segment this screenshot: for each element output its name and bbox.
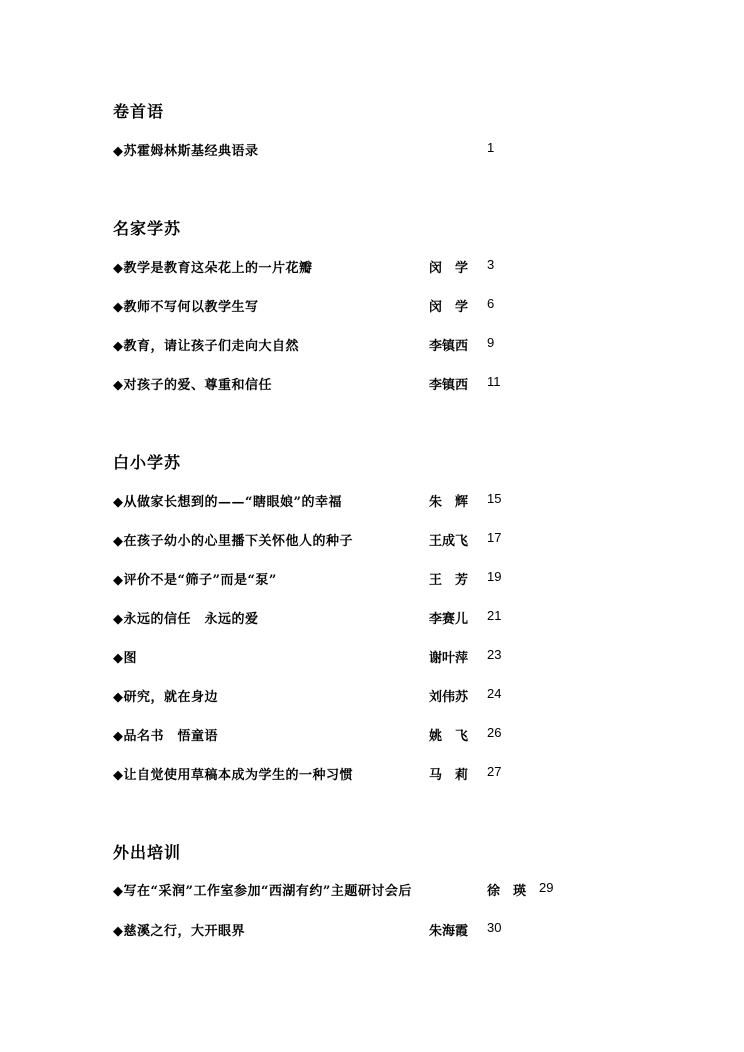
toc-entry[interactable] bbox=[113, 725, 593, 745]
toc-entry[interactable] bbox=[113, 608, 593, 628]
toc-entry-author: 王 芳 bbox=[429, 573, 469, 588]
toc-entry[interactable] bbox=[113, 140, 593, 160]
toc-entry-page: 23 bbox=[487, 647, 502, 662]
toc-entry[interactable] bbox=[113, 257, 593, 277]
toc-entry[interactable] bbox=[113, 764, 593, 784]
section-title-training: 外出培训 bbox=[113, 843, 182, 862]
toc-entry[interactable] bbox=[113, 374, 593, 394]
toc-entry-author: 刘伟苏 bbox=[429, 690, 469, 705]
toc-entry-title: ◆教师不写何以教学生写 bbox=[113, 300, 259, 315]
toc-entry-title: ◆对孩子的爱、尊重和信任 bbox=[113, 378, 272, 393]
toc-entry-page: 19 bbox=[487, 569, 502, 584]
toc-entry-title: ◆研究，就在身边 bbox=[113, 690, 218, 705]
toc-entry-title: ◆在孩子幼小的心里播下关怀他人的种子 bbox=[113, 534, 353, 549]
toc-entry[interactable] bbox=[113, 647, 593, 667]
toc-entry-page: 17 bbox=[487, 530, 502, 545]
toc-entry-author: 闵 学 bbox=[429, 300, 469, 315]
toc-entry-author: 闵 学 bbox=[429, 261, 469, 276]
toc-entry[interactable] bbox=[113, 920, 593, 940]
toc-entry-author: 李镇西 bbox=[429, 339, 469, 354]
toc-entry[interactable] bbox=[113, 296, 593, 316]
toc-entry[interactable] bbox=[113, 335, 593, 355]
toc-entry-title: ◆教学是教育这朵花上的一片花瓣 bbox=[113, 261, 313, 276]
toc-entry-title: ◆写在“采润”工作室参加“西湖有约”主题研讨会后 bbox=[113, 884, 412, 899]
toc-entry-title: ◆慈溪之行，大开眼界 bbox=[113, 924, 245, 939]
toc-entry[interactable] bbox=[113, 880, 593, 900]
toc-entry-page: 24 bbox=[487, 686, 502, 701]
toc-entry-page: 21 bbox=[487, 608, 502, 623]
toc-entry[interactable] bbox=[113, 530, 593, 550]
toc-entry-page: 11 bbox=[487, 374, 501, 389]
toc-entry-author: 王成飞 bbox=[429, 534, 469, 549]
section-title-masters: 名家学苏 bbox=[113, 219, 182, 238]
toc-entry-author: 李赛儿 bbox=[429, 612, 469, 627]
section-title-school: 白小学苏 bbox=[113, 453, 182, 472]
toc-entry-page: 30 bbox=[487, 920, 502, 935]
toc-entry-author: 李镇西 bbox=[429, 378, 469, 393]
toc-entry-author: 徐 瑛 bbox=[487, 884, 527, 899]
section-title-preface: 卷首语 bbox=[113, 102, 165, 121]
toc-entry-page: 27 bbox=[487, 764, 502, 779]
toc-entry-title: ◆让自觉使用草稿本成为学生的一种习惯 bbox=[113, 768, 353, 783]
toc-entry[interactable] bbox=[113, 491, 593, 511]
toc-entry-author: 姚 飞 bbox=[429, 729, 469, 744]
toc-entry-author: 谢叶萍 bbox=[429, 651, 469, 666]
toc-entry-author: 马 莉 bbox=[429, 768, 469, 783]
toc-entry-title: ◆从做家长想到的——“瞎眼娘”的幸福 bbox=[113, 495, 342, 510]
toc-entry-title: ◆教育，请让孩子们走向大自然 bbox=[113, 339, 299, 354]
toc-entry-page: 26 bbox=[487, 725, 502, 740]
toc-entry-title: ◆苏霍姆林斯基经典语录 bbox=[113, 144, 259, 159]
toc-entry-page: 29 bbox=[539, 880, 554, 895]
toc-entry[interactable] bbox=[113, 569, 593, 589]
toc-entry-author: 朱 辉 bbox=[429, 495, 469, 510]
toc-entry-title: ◆评价不是“筛子”而是“泵” bbox=[113, 573, 277, 588]
toc-entry-page: 1 bbox=[487, 140, 495, 155]
toc-entry-page: 15 bbox=[487, 491, 502, 506]
toc-entry-page: 3 bbox=[487, 257, 495, 272]
toc-entry[interactable] bbox=[113, 686, 593, 706]
toc-entry-author: 朱海霞 bbox=[429, 924, 469, 939]
toc-entry-page: 6 bbox=[487, 296, 495, 311]
toc-entry-title: ◆品名书 悟童语 bbox=[113, 729, 218, 744]
toc-entry-title: ◆图 bbox=[113, 651, 137, 666]
toc-entry-title: ◆永远的信任 永远的爱 bbox=[113, 612, 259, 627]
toc-entry-page: 9 bbox=[487, 335, 495, 350]
